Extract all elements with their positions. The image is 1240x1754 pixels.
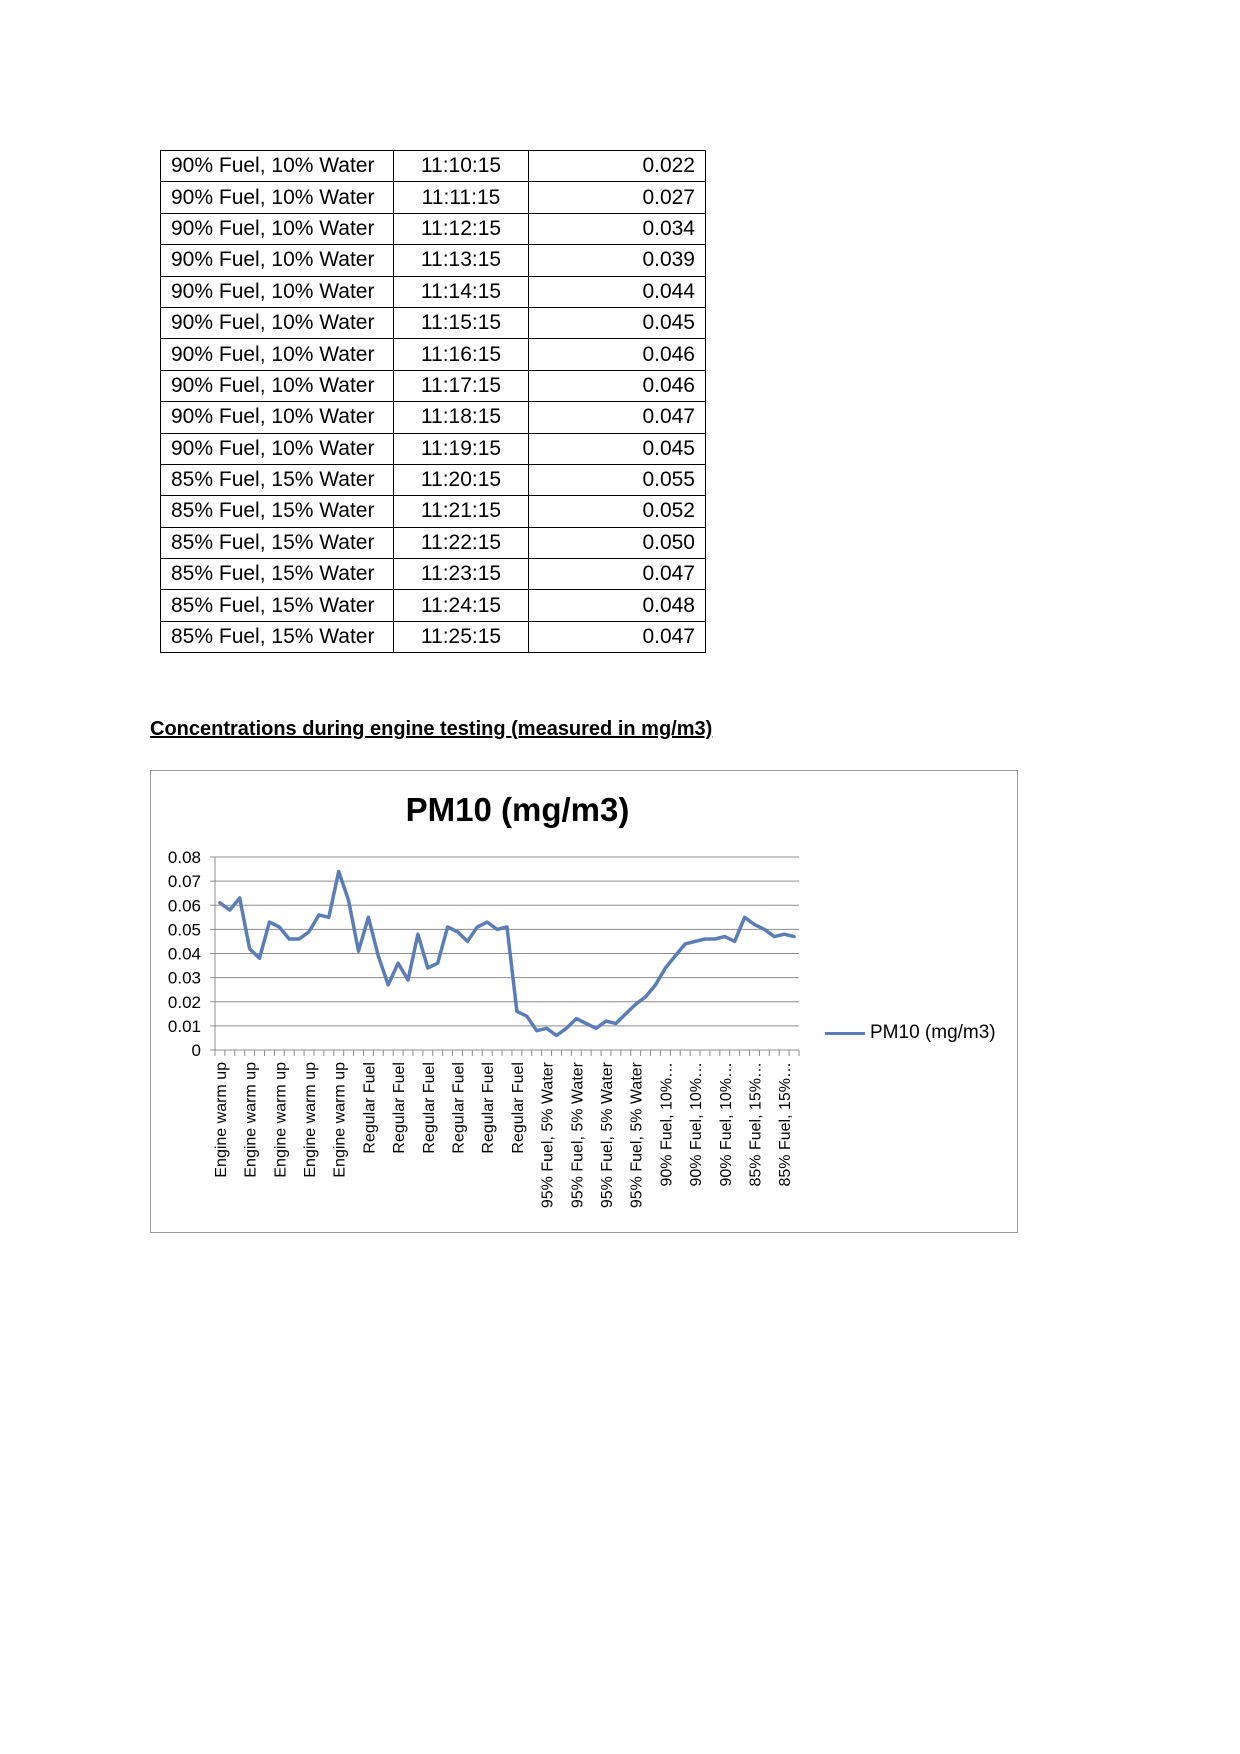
cell-value: 0.039 — [529, 245, 706, 276]
cell-condition: 85% Fuel, 15% Water — [161, 496, 394, 527]
table-row — [161, 433, 706, 464]
table-row — [161, 621, 706, 652]
cell-time: 11:11:15 — [394, 182, 529, 213]
y-tick-label: 0 — [191, 1041, 201, 1060]
x-tick-label: 90% Fuel, 10%… — [658, 1062, 676, 1187]
cell-condition: 85% Fuel, 15% Water — [161, 621, 394, 652]
table-body — [161, 151, 706, 653]
x-tick-label: Engine warm up — [331, 1062, 349, 1178]
table-row — [161, 527, 706, 558]
cell-value: 0.050 — [529, 527, 706, 558]
cell-condition: 85% Fuel, 15% Water — [161, 464, 394, 495]
cell-condition: 90% Fuel, 10% Water — [161, 370, 394, 401]
y-tick-label: 0.01 — [167, 1016, 201, 1036]
x-tick-label: Regular Fuel — [420, 1062, 438, 1154]
table-row — [161, 370, 706, 401]
table-row — [161, 464, 706, 495]
pm10-line-chart — [151, 771, 1017, 1232]
cell-condition: 90% Fuel, 10% Water — [161, 213, 394, 244]
table-row — [161, 590, 706, 621]
table-row — [161, 182, 706, 213]
y-tick-label: 0.03 — [167, 968, 201, 988]
cell-time: 11:18:15 — [394, 402, 529, 433]
x-tick-label: 95% Fuel, 5% Water — [539, 1062, 557, 1209]
y-tick-label: 0.06 — [167, 896, 201, 916]
chart-frame — [150, 770, 1018, 1233]
cell-value: 0.044 — [529, 276, 706, 307]
cell-condition: 90% Fuel, 10% Water — [161, 307, 394, 338]
cell-time: 11:13:15 — [394, 245, 529, 276]
cell-value: 0.022 — [529, 151, 706, 182]
table-row — [161, 245, 706, 276]
chart-legend — [825, 1022, 996, 1044]
table-row — [161, 213, 706, 244]
cell-value: 0.027 — [529, 182, 706, 213]
cell-condition: 90% Fuel, 10% Water — [161, 182, 394, 213]
y-tick-label: 0.08 — [167, 848, 201, 867]
cell-value: 0.046 — [529, 339, 706, 370]
cell-value: 0.047 — [529, 402, 706, 433]
x-tick-label: 95% Fuel, 5% Water — [599, 1062, 616, 1209]
chart-title: PM10 (mg/m3) — [405, 791, 630, 828]
legend-label: PM10 (mg/m3) — [870, 1022, 996, 1043]
cell-value: 0.047 — [529, 621, 706, 652]
cell-time: 11:23:15 — [394, 559, 529, 590]
x-tick-label: Engine warm up — [302, 1062, 319, 1178]
table-row — [161, 151, 706, 182]
x-tick-label: 85% Fuel, 15%… — [747, 1062, 765, 1187]
cell-value: 0.045 — [529, 307, 706, 338]
legend-swatch — [825, 1032, 865, 1035]
cell-value: 0.034 — [529, 213, 706, 244]
cell-time: 11:25:15 — [394, 621, 529, 652]
cell-time: 11:24:15 — [394, 590, 529, 621]
cell-time: 11:10:15 — [394, 151, 529, 182]
cell-value: 0.055 — [529, 464, 706, 495]
cell-time: 11:12:15 — [394, 213, 529, 244]
x-tick-label: Regular Fuel — [509, 1062, 527, 1154]
table-row — [161, 339, 706, 370]
x-tick-label: Engine warm up — [242, 1062, 260, 1178]
cell-condition: 90% Fuel, 10% Water — [161, 402, 394, 433]
table-row — [161, 402, 706, 433]
cell-time: 11:19:15 — [394, 433, 529, 464]
cell-time: 11:16:15 — [394, 339, 529, 370]
cell-time: 11:15:15 — [394, 307, 529, 338]
table-row — [161, 559, 706, 590]
table-row — [161, 276, 706, 307]
y-tick-label: 0.07 — [167, 872, 201, 892]
y-tick-label: 0.04 — [167, 944, 201, 964]
x-tick-label: 95% Fuel, 5% Water — [628, 1062, 646, 1209]
data-table — [160, 150, 706, 653]
cell-value: 0.046 — [529, 370, 706, 401]
cell-time: 11:17:15 — [394, 370, 529, 401]
x-tick-label: Engine warm up — [212, 1062, 230, 1178]
x-tick-label: Regular Fuel — [391, 1062, 409, 1154]
y-tick-label: 0.02 — [167, 992, 201, 1012]
cell-condition: 90% Fuel, 10% Water — [161, 276, 394, 307]
x-tick-label: Regular Fuel — [480, 1062, 498, 1154]
cell-condition: 90% Fuel, 10% Water — [161, 339, 394, 370]
table-row — [161, 307, 706, 338]
section-title: Concentrations during engine testing (measured in mg/m3) — [150, 718, 713, 740]
cell-value: 0.048 — [529, 590, 706, 621]
cell-value: 0.045 — [529, 433, 706, 464]
y-tick-label: 0.05 — [167, 920, 201, 940]
cell-condition: 90% Fuel, 10% Water — [161, 433, 394, 464]
cell-condition: 85% Fuel, 15% Water — [161, 527, 394, 558]
x-tick-label: Engine warm up — [272, 1062, 290, 1178]
table-row — [161, 496, 706, 527]
cell-condition: 85% Fuel, 15% Water — [161, 559, 394, 590]
x-tick-label: 95% Fuel, 5% Water — [569, 1062, 587, 1209]
x-tick-label: 85% Fuel, 15%… — [777, 1062, 795, 1187]
cell-condition: 90% Fuel, 10% Water — [161, 245, 394, 276]
cell-time: 11:20:15 — [394, 464, 529, 495]
cell-time: 11:22:15 — [394, 527, 529, 558]
cell-condition: 90% Fuel, 10% Water — [161, 151, 394, 182]
x-tick-label: Regular Fuel — [361, 1062, 379, 1154]
x-tick-label: Regular Fuel — [450, 1062, 468, 1154]
cell-time: 11:14:15 — [394, 276, 529, 307]
cell-condition: 85% Fuel, 15% Water — [161, 590, 394, 621]
cell-value: 0.052 — [529, 496, 706, 527]
cell-time: 11:21:15 — [394, 496, 529, 527]
x-tick-label: 90% Fuel, 10%… — [688, 1062, 706, 1187]
x-tick-label: 90% Fuel, 10%… — [717, 1062, 735, 1187]
cell-value: 0.047 — [529, 559, 706, 590]
